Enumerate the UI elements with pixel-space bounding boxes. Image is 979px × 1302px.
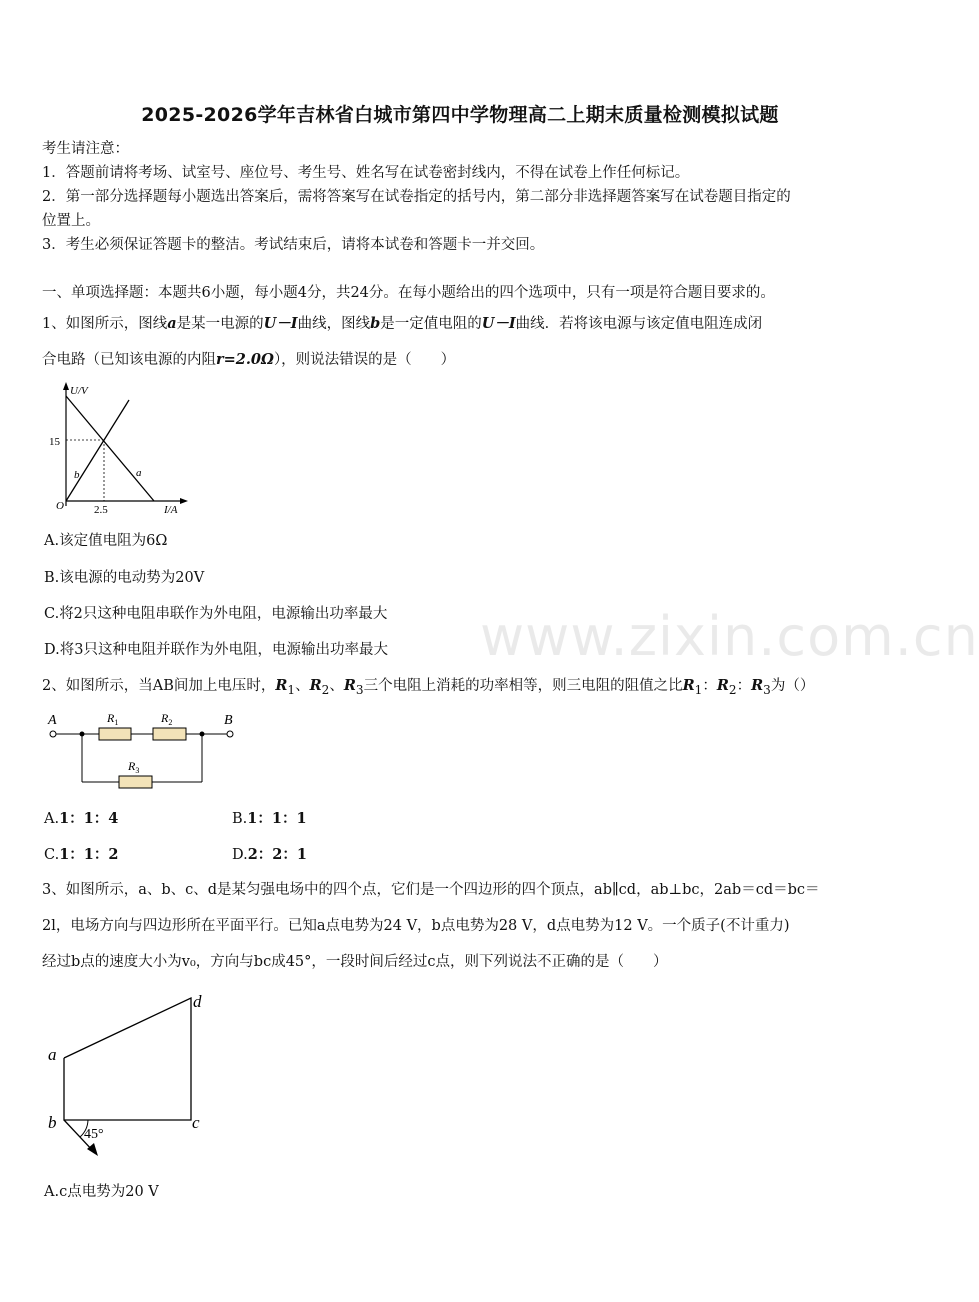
q2-option-b: B.1：1：1 xyxy=(232,810,307,827)
line-a xyxy=(66,396,154,501)
q1-option-b: B.该电源的电动势为20V xyxy=(44,570,205,586)
line-b-label: b xyxy=(74,469,80,481)
q3-option-a: A.c点电势为20 V xyxy=(44,1184,159,1200)
watermark: www.zixin.com.cn xyxy=(480,605,979,668)
r3-label: $R_3$ xyxy=(128,759,140,775)
line-a-label: a xyxy=(136,467,142,479)
notice-item-2-cont: 位置上。 xyxy=(42,213,100,229)
q2-stem: 2、如图所示，当AB间加上电压时，$R_1$、$R_2$、$R_3$三个电阻上消耗的功率相等，则三电阻的阻值之比$R_1$：$R_2$：$R_3$为（） xyxy=(42,677,815,697)
q3-stem-line2: 2l，电场方向与四边形所在平面平行。已知a点电势为24 V，b点电势为28 V，d点电势为12 V。一个质子(不计重力) xyxy=(42,918,790,934)
notice-item-3: 3．考生必须保证答题卡的整洁。考试结束后，请将本试卷和答题卡一并交回。 xyxy=(42,237,545,253)
q2-option-a: A.1：1：4 xyxy=(44,810,119,827)
q2-circuit xyxy=(44,706,244,796)
resistor-r2 xyxy=(153,728,186,740)
notice-item-2: 2．第一部分选择题每小题选出答案后，需将答案写在试卷指定的括号内，第二部分非选择题答案写在试卷题目指定的 xyxy=(42,189,791,205)
q3-quadrilateral-figure xyxy=(44,986,224,1164)
angle-label: 45° xyxy=(84,1127,104,1142)
page-title: 2025-2026学年吉林省白城市第四中学物理高二上期末质量检测模拟试题 xyxy=(141,104,779,126)
q1-option-c: C.将2只这种电阻串联作为外电阻，电源输出功率最大 xyxy=(44,606,388,622)
y-tick-label: 15 xyxy=(49,436,60,448)
resistor-r1 xyxy=(99,728,131,740)
line-b xyxy=(66,400,129,501)
y-axis-label: U/V xyxy=(70,385,88,397)
point-b-label: b xyxy=(48,1113,57,1132)
node-a-label: A xyxy=(48,713,57,728)
x-axis-label: I/A xyxy=(164,504,178,516)
resistor-r3 xyxy=(119,776,152,788)
q1-stem-line2: 合电路（已知该电源的内阻r=2.0Ω），则说法错误的是（ ） xyxy=(42,351,456,368)
q2-option-c: C.1：1：2 xyxy=(44,846,119,863)
r2-label: $R_2$ xyxy=(161,711,173,727)
section-heading: 一、单项选择题：本题共6小题，每小题4分，共24分。在每小题给出的四个选项中，只有一项是符合题目要求的。 xyxy=(42,285,775,301)
q3-stem-line1: 3、如图所示，a、b、c、d是某匀强电场中的四个点，它们是一个四边形的四个顶点，ab∥cd，ab⊥bc，2ab＝cd＝bc＝ xyxy=(42,882,820,898)
point-c-label: c xyxy=(192,1113,200,1132)
origin-label: O xyxy=(56,500,64,512)
point-d-label: d xyxy=(193,992,202,1011)
q2-option-d: D.2：2：1 xyxy=(232,846,307,863)
notice-heading: 考生请注意： xyxy=(42,141,129,157)
x-tick-label: 2.5 xyxy=(94,504,108,516)
q1-option-a: A.该定值电阻为6Ω xyxy=(44,533,168,549)
q1-option-d: D.将3只这种电阻并联作为外电阻，电源输出功率最大 xyxy=(44,642,388,658)
notice-item-1: 1．答题前请将考场、试室号、座位号、考生号、姓名写在试卷密封线内，不得在试卷上作任何标记。 xyxy=(42,165,690,181)
r1-label: $R_1$ xyxy=(107,711,119,727)
q1-stem-line1: 1、如图所示，图线a是某一电源的U－I曲线，图线b是一定值电阻的U－I曲线．若将该电源与该定值电阻连成闭 xyxy=(42,315,763,332)
q1-ui-graph xyxy=(44,378,194,518)
q3-stem-line3: 经过b点的速度大小为v₀，方向与bc成45°，一段时间后经过c点，则下列说法不正确的是（ ） xyxy=(42,954,668,970)
point-a-label: a xyxy=(48,1045,57,1064)
node-b-label: B xyxy=(224,713,233,728)
